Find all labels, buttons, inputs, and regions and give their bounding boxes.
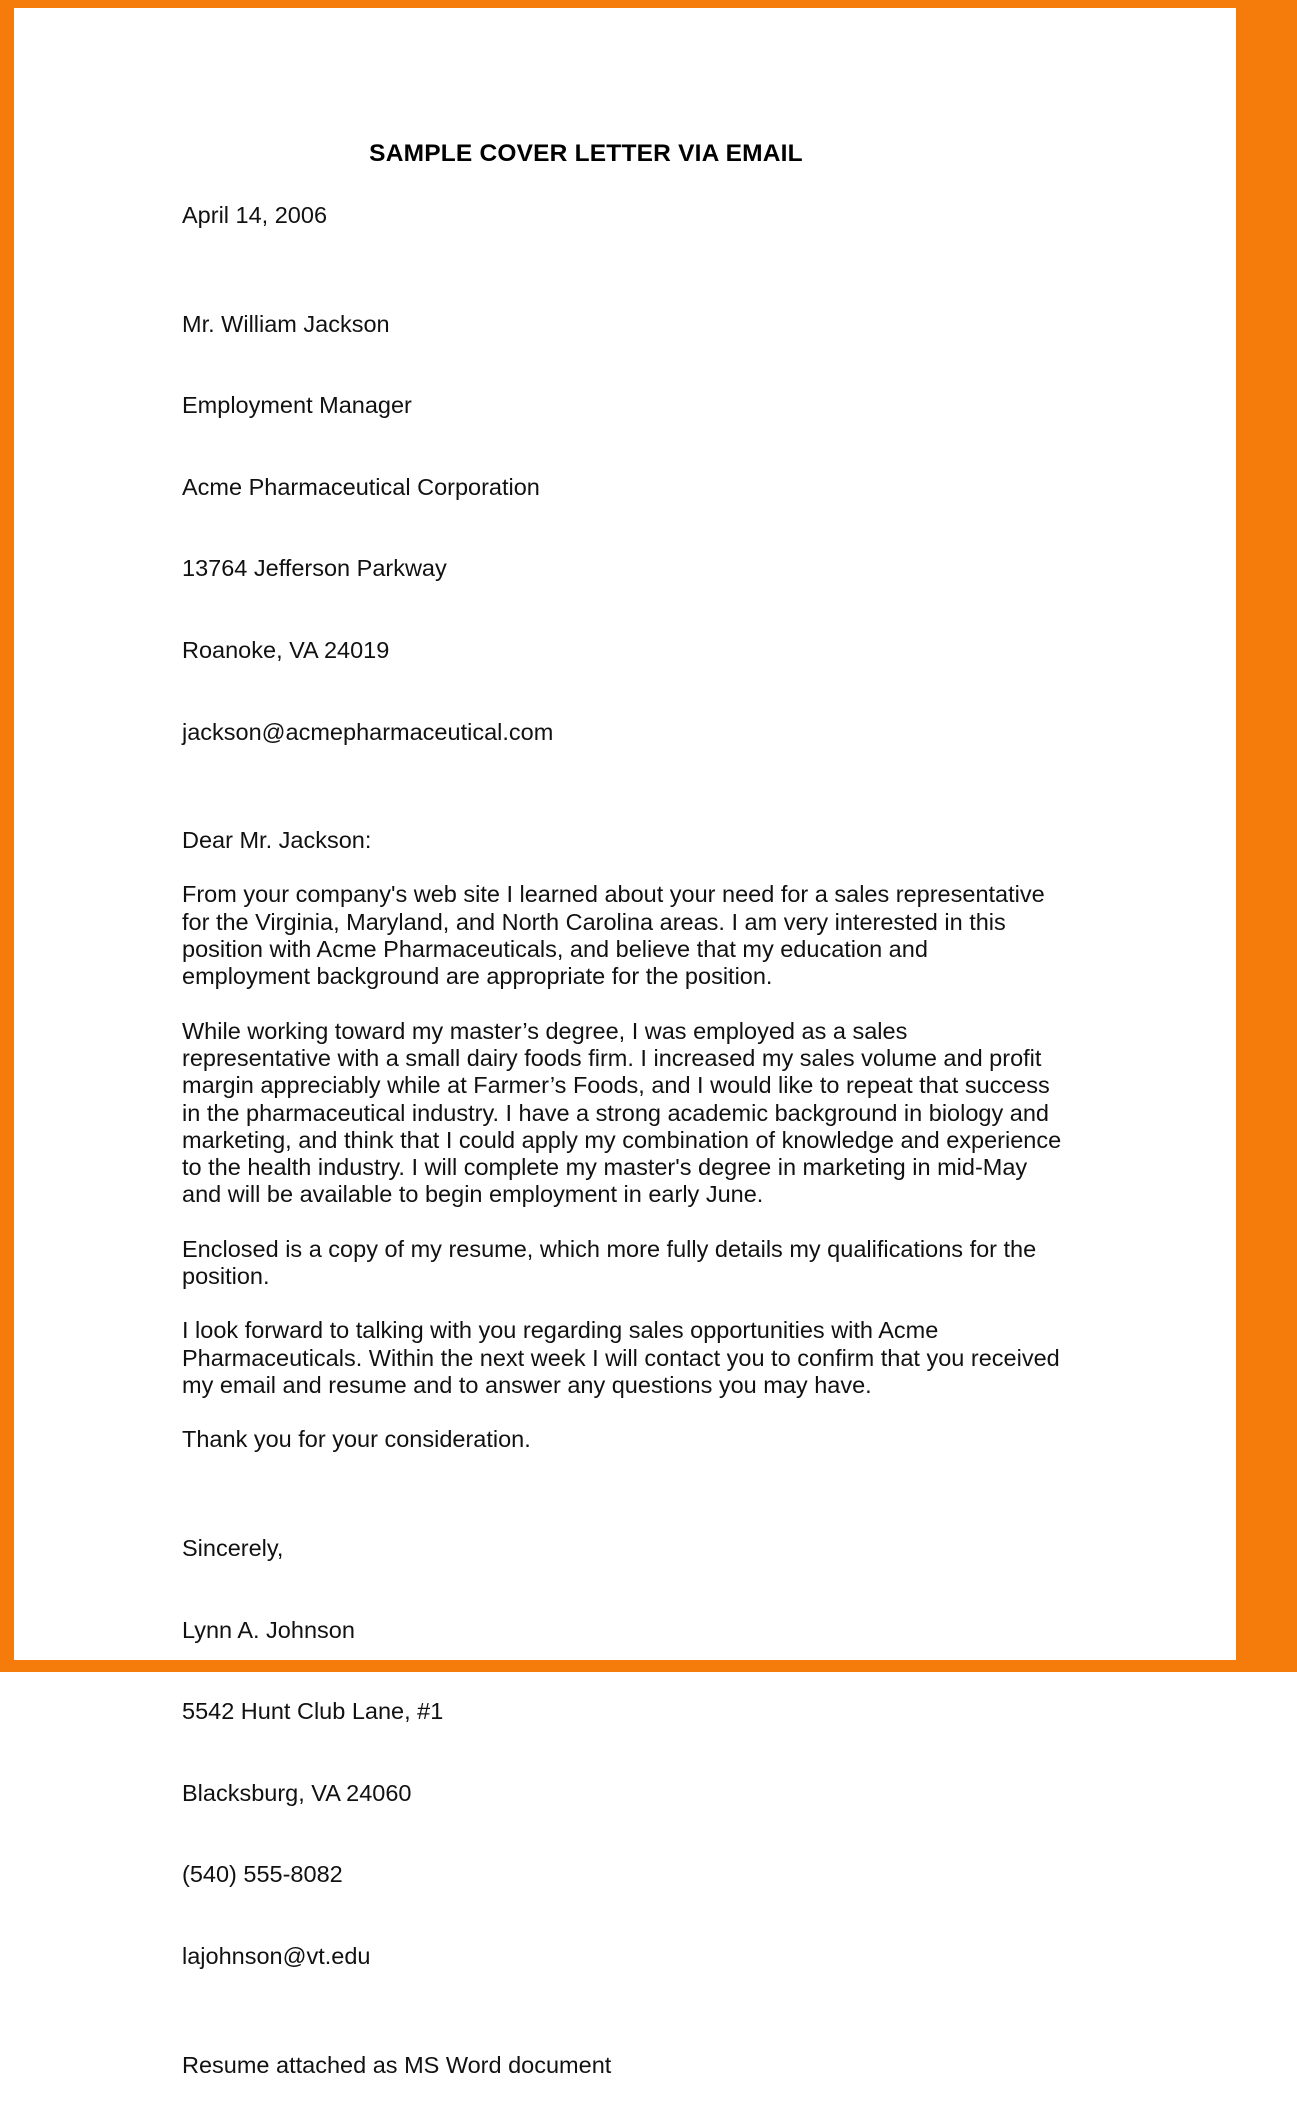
letter-paragraph: While working toward my master’s degree, I was employed as a sales representative with a small dairy foods firm. I increased my sales volume and profit margin appreciably while at Farmer’s Foods, and I would like to repeat that success in the pharmaceutical industry. I have a strong academic background in biology and marketing, and think that I could apply my combination of knowledge and experience to the health industry. I will complete my master's degree in marketing in mid-May and will be available to begin employment in early June. <box>182 1017 1062 1208</box>
recipient-city-state-zip: Roanoke, VA 24019 <box>182 637 390 664</box>
recipient-email: jackson@acmepharmaceutical.com <box>182 718 554 745</box>
sender-name: Lynn A. Johnson <box>182 1616 355 1643</box>
recipient-name: Mr. William Jackson <box>182 310 390 337</box>
sender-phone: (540) 555-8082 <box>182 1861 343 1888</box>
letter-paragraph: From your company's web site I learned about your need for a sales representative for the Virginia, Maryland, and North Carolina areas. I am very interested in this position with Acme Pharmaceuticals, and believe that my education and employment background are appropriate for the position. <box>182 881 1045 990</box>
recipient-street: 13764 Jefferson Parkway <box>182 555 447 582</box>
page-title: SAMPLE COVER LETTER VIA EMAIL <box>369 140 803 167</box>
recipient-job-title: Employment Manager <box>182 392 412 419</box>
sender-street: 5542 Hunt Club Lane, #1 <box>182 1698 444 1725</box>
recipient-address-block <box>182 256 1062 800</box>
salutation: Dear Mr. Jackson: <box>182 827 372 854</box>
letter-date: April 14, 2006 <box>182 202 328 228</box>
enclosure-note: Resume attached as MS Word document <box>182 2051 612 2078</box>
signature-block <box>182 1481 1062 2025</box>
letter-content <box>182 140 1062 2106</box>
document-sheet <box>14 8 1236 2078</box>
sender-city-state-zip: Blacksburg, VA 24060 <box>182 1779 412 1806</box>
letter-paragraph: Thank you for your consideration. <box>182 1426 531 1453</box>
closing-salutation: Sincerely, <box>182 1534 284 1561</box>
letter-paragraph: I look forward to talking with you regarding sales opportunities with Acme Pharmaceuticals. Within the next week I will contact you to confirm that you received my email and resume and to answer any questions you may have. <box>182 1317 1060 1398</box>
recipient-company: Acme Pharmaceutical Corporation <box>182 473 540 500</box>
sender-email: lajohnson@vt.edu <box>182 1942 371 1969</box>
letter-paragraph: Enclosed is a copy of my resume, which more fully details my qualifications for the position. <box>182 1235 1037 1290</box>
